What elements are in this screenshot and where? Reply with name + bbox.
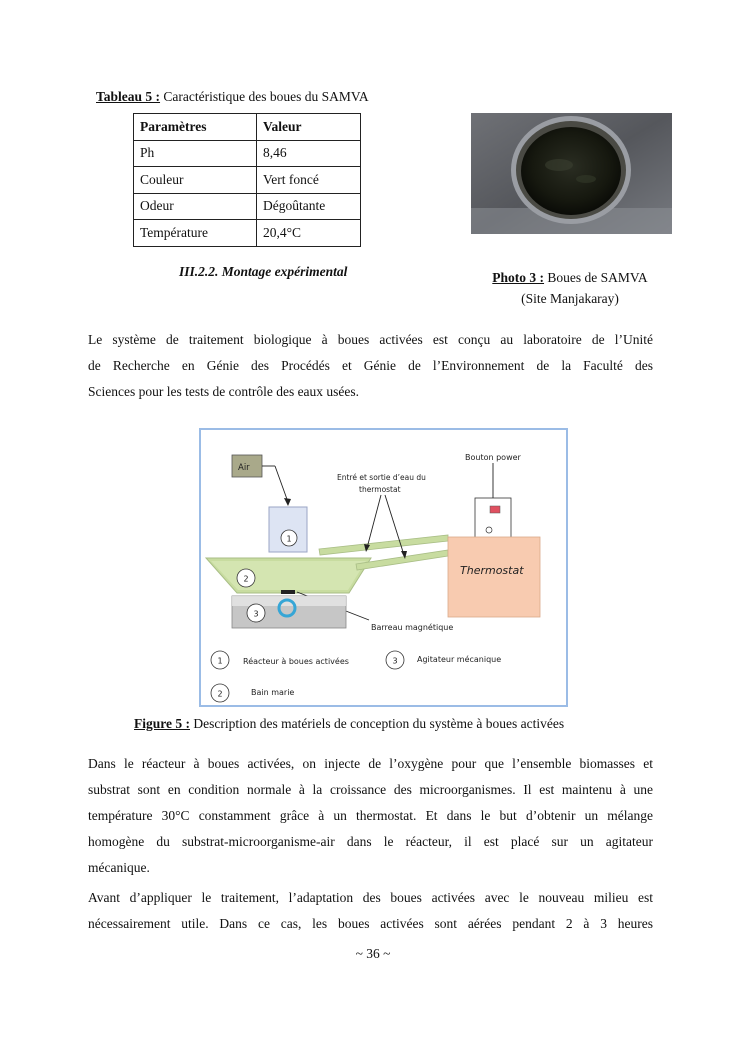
paragraph-line: homogène du substrat-microorganisme-air dans le réacteur, il est placé sur un agitateur (88, 834, 653, 849)
photo-caption (470, 267, 670, 309)
legend-text-2: Bain marie (251, 688, 295, 697)
page-number: ~ 36 ~ (355, 946, 391, 961)
marker-3-label: 3 (253, 609, 259, 619)
thermostat-tube-top (319, 535, 448, 555)
paragraph-intro (88, 327, 653, 405)
svg-text:2: 2 (217, 689, 223, 699)
section-heading: III.2.2. Montage expérimental (179, 264, 348, 279)
legend-text-1: Réacteur à boues activées (243, 657, 349, 666)
table-cell: Dégoûtante (257, 193, 361, 220)
table-header: Valeur (257, 114, 361, 141)
paragraph-line: Sciences pour les tests de contrôle des eaux usées. (88, 384, 360, 399)
thermostat-label: Thermostat (460, 564, 524, 577)
power-panel (475, 498, 511, 538)
table-caption-text: Caractéristique des boues du SAMVA (160, 89, 369, 104)
table-caption-label: Tableau 5 : (96, 89, 161, 104)
svg-text:3: 3 (392, 656, 398, 666)
table-header-row (134, 114, 361, 141)
figure-caption-label: Figure 5 : (134, 716, 190, 731)
paragraph-line: substrat sont en condition normale à la croissance des microorganismes. Il est maintenu à une (88, 782, 653, 797)
paragraph-line: Le système de traitement biologique à boues activées est conçu au laboratoire de l’Unité (88, 332, 653, 347)
table-cell: 8,46 (257, 140, 361, 167)
table-cell: Température (134, 220, 257, 247)
paragraph-line: Avant d’appliquer le traitement, l’adaptation des boues activées avec le nouveau milieu est (88, 890, 653, 905)
paragraph-line: de Recherche en Génie des Procédés et Génie de l’Environnement de la Faculté des (88, 358, 653, 373)
table-cell: Vert foncé (257, 167, 361, 194)
power-button (490, 506, 500, 513)
table-cell: Odeur (134, 193, 257, 220)
air-label: Air (238, 463, 250, 473)
table-cell: 20,4°C (257, 220, 361, 247)
photo-caption-label: Photo 3 : (492, 270, 545, 285)
table-row (134, 140, 361, 167)
paragraph-line: température 30°C constamment grâce à un thermostat. Et dans le but d’obtenir un mélange (88, 808, 653, 823)
air-arrow (275, 466, 288, 502)
paragraph-line: Dans le réacteur à boues activées, on injecte de l’oxygène pour que l’ensemble biomasses et (88, 756, 653, 771)
svg-text:1: 1 (217, 656, 223, 666)
inlet-label-line2: thermostat (359, 485, 401, 494)
table-header: Paramètres (134, 114, 257, 141)
table-cell: Couleur (134, 167, 257, 194)
photo-caption-site: (Site Manjakaray) (521, 291, 619, 306)
paragraph-line: nécessairement utile. Dans ce cas, les boues activées sont aérées pendant 2 à 3 heures (88, 916, 653, 931)
stirrer-bar-label: Barreau magnétique (371, 623, 454, 632)
table-caption (96, 89, 369, 105)
marker-2-label: 2 (243, 574, 249, 584)
photo-caption-text: Boues de SAMVA (544, 270, 648, 285)
figure-diagram (199, 428, 568, 707)
inlet-label-line1: Entré et sortie d’eau du (337, 473, 426, 482)
table-row (134, 193, 361, 220)
magnetic-bar (281, 590, 295, 594)
inlet-arrow-1 (367, 495, 381, 548)
paragraph-adaptation (88, 885, 653, 937)
table-row (134, 167, 361, 194)
power-label: Bouton power (465, 453, 521, 462)
legend-text-3: Agitateur mécanique (417, 655, 502, 664)
paragraph-reactor (88, 751, 653, 881)
marker-1-label: 1 (286, 534, 292, 544)
sludge-photo (471, 113, 672, 234)
table-cell: Ph (134, 140, 257, 167)
paragraph-line: mécanique. (88, 860, 150, 875)
thermostat-unit (448, 537, 540, 617)
characteristics-table (133, 113, 361, 247)
figure-caption-text: Description des matériels de conception du système à boues activées (190, 716, 565, 731)
figure-caption (134, 716, 564, 732)
table-row (134, 220, 361, 247)
